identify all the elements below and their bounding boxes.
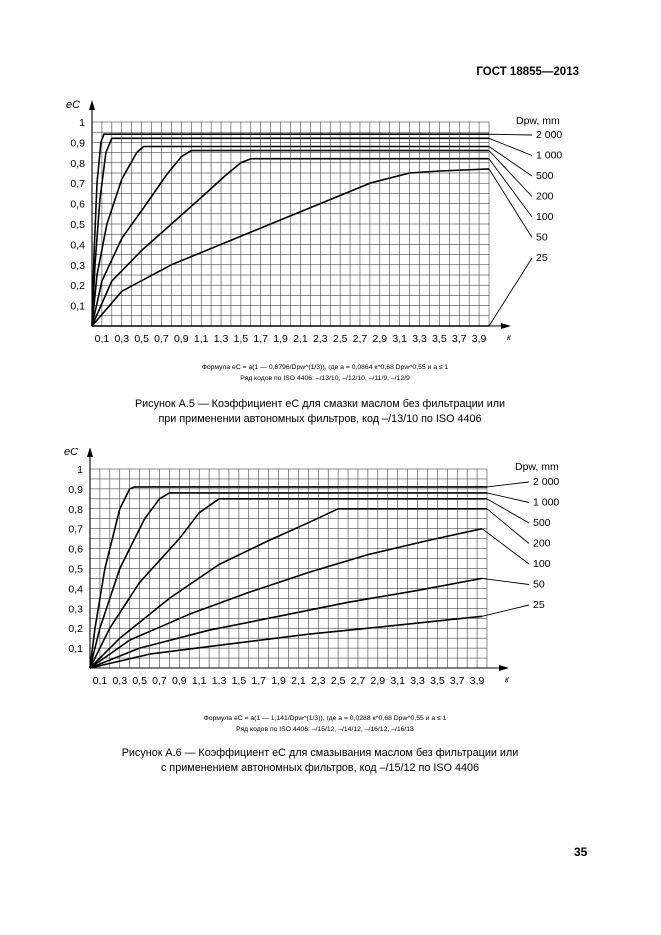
y-tick-label: 1 xyxy=(77,464,83,476)
figure-a5-caption-line-2: при применении автономных фильтров, код –/13/10 по ISO 4406 xyxy=(158,413,482,425)
y-tick-label: 0,7 xyxy=(68,523,83,536)
leader-line xyxy=(489,258,532,326)
y-tick-label: 0,1 xyxy=(70,300,85,313)
y-axis-arrow xyxy=(89,100,95,110)
x-tick-label: 3,9 xyxy=(471,333,487,345)
x-tick-label: 3,1 xyxy=(390,675,405,687)
leader-line xyxy=(487,493,529,503)
y-tick-label: 0,9 xyxy=(70,137,85,150)
figure-a5-formula xyxy=(90,362,560,384)
x-axis-label: к xyxy=(505,675,509,684)
leader-line xyxy=(487,509,529,544)
leader-line xyxy=(489,169,532,238)
legend-title: Dpw, mm xyxy=(515,461,559,473)
x-tick-label: 2,1 xyxy=(293,333,308,345)
series-label: 200 xyxy=(536,190,554,203)
x-tick-label: 1,7 xyxy=(251,675,267,687)
x-tick-label: 1,7 xyxy=(253,333,269,345)
legend-title: Dpw, mm xyxy=(516,115,560,127)
y-tick-label: 0,3 xyxy=(70,259,85,272)
y-axis-label: eC xyxy=(66,99,81,111)
x-tick-label: 0,9 xyxy=(174,333,189,345)
x-tick-label: 2,5 xyxy=(332,333,348,345)
leader-line xyxy=(487,499,529,523)
series-label: 500 xyxy=(533,517,551,529)
leader-line xyxy=(482,605,529,616)
y-tick-label: 0,5 xyxy=(70,219,85,231)
x-tick-label: 2,7 xyxy=(352,333,368,345)
y-tick-label: 0,2 xyxy=(70,280,85,293)
y-tick-label: 0,8 xyxy=(70,157,85,170)
x-tick-label: 1,9 xyxy=(271,675,286,687)
x-tick-label: 0,3 xyxy=(112,675,128,687)
y-tick-label: 0,8 xyxy=(68,503,83,516)
x-tick-label: 1,5 xyxy=(231,675,247,687)
figure-a6-caption-line-2: с применением автономных фильтров, код –/15/12 по ISO 4406 xyxy=(160,762,480,774)
y-tick-label: 0,6 xyxy=(68,543,83,556)
x-tick-label: 1,1 xyxy=(193,333,209,345)
series-label: 100 xyxy=(536,211,554,223)
x-axis-arrow xyxy=(501,323,511,329)
figure-a6-formula-line-2: Ряд кодов по ISO 4406: –/15/12, –/14/12, –/16/12, –/16/13 xyxy=(236,726,414,733)
y-tick-label: 0,3 xyxy=(68,603,83,616)
leader-line xyxy=(487,482,529,487)
page-number: 35 xyxy=(574,845,588,859)
x-tick-label: 2,3 xyxy=(310,675,326,687)
series-label: 200 xyxy=(533,537,551,550)
series-label: 50 xyxy=(536,231,548,244)
y-tick-label: 0,6 xyxy=(70,198,85,211)
x-tick-label: 2,3 xyxy=(312,333,328,345)
chart-figure-a5 xyxy=(0,88,661,358)
x-tick-label: 1,3 xyxy=(211,675,227,687)
figure-a6-formula xyxy=(90,713,560,735)
x-tick-label: 3,9 xyxy=(469,675,485,687)
document-header: ГОСТ 18855—2013 xyxy=(476,66,579,78)
series-label: 25 xyxy=(533,599,545,611)
x-tick-label: 3,7 xyxy=(451,333,467,345)
x-tick-label: 3,3 xyxy=(412,333,427,345)
x-tick-label: 0,1 xyxy=(94,333,110,345)
series-label: 500 xyxy=(536,170,554,182)
series-label: 2 000 xyxy=(533,476,560,488)
y-tick-label: 1 xyxy=(79,117,85,129)
leader-line xyxy=(489,146,532,176)
series-line xyxy=(90,616,482,668)
series-label: 1 000 xyxy=(536,149,563,162)
leader-line xyxy=(489,151,532,197)
y-tick-label: 0,7 xyxy=(70,178,85,191)
x-tick-label: 2,9 xyxy=(370,675,386,687)
y-axis-label: eC xyxy=(64,448,79,458)
figure-a5-caption-line-1: Рисунок А.5 — Коэффициент eC для смазки маслом без фильтрации или xyxy=(134,398,506,410)
x-tick-label: 0,5 xyxy=(134,333,149,345)
leader-line xyxy=(482,578,529,584)
leader-line xyxy=(482,529,529,564)
x-tick-label: 0,1 xyxy=(92,675,108,687)
y-tick-label: 0,1 xyxy=(68,643,83,656)
x-tick-label: 0,7 xyxy=(152,675,167,687)
x-tick-label: 3,1 xyxy=(392,333,407,345)
x-tick-label: 1,3 xyxy=(213,333,229,345)
x-tick-label: 1,5 xyxy=(233,333,249,345)
x-tick-label: 0,7 xyxy=(154,333,169,345)
figure-a6-formula-line-1: Формула eC = a(1 — 1,141/Dpw^(1/3)), где a = 0,0288 к^0,68 Dpw^0,55 и a ≤ 1 xyxy=(203,715,447,722)
figure-a5-caption xyxy=(90,397,550,427)
figure-a5-formula-line-1: Формула eC = a(1 — 0,6796/Dpw^(1/3)), где a = 0,0864 к^0,68 Dpw^0,55 и a ≤ 1 xyxy=(201,364,449,371)
leader-line xyxy=(489,138,532,155)
x-axis-label: к xyxy=(507,333,511,342)
x-tick-label: 1,1 xyxy=(191,675,207,687)
x-tick-label: 3,5 xyxy=(430,675,445,687)
x-axis-arrow xyxy=(499,665,509,671)
figure-a5-formula-line-2: Ряд кодов по ISO 4406: –/13/10, –/12/10, –/11/9, –/12/9 xyxy=(240,375,410,382)
y-axis-arrow xyxy=(87,448,93,457)
x-tick-label: 2,9 xyxy=(372,333,388,345)
figure-a6-caption-line-1: Рисунок А.6 — Коэффициент eC для смазывания маслом без фильтрации или xyxy=(121,747,519,759)
x-tick-label: 1,9 xyxy=(273,333,288,345)
y-tick-label: 0,4 xyxy=(68,583,83,596)
x-tick-label: 0,9 xyxy=(172,675,187,687)
x-tick-label: 2,5 xyxy=(330,675,346,687)
x-tick-label: 3,5 xyxy=(432,333,447,345)
series-label: 100 xyxy=(533,558,551,570)
y-tick-label: 0,4 xyxy=(70,239,85,252)
x-tick-label: 2,1 xyxy=(291,675,306,687)
x-tick-label: 0,5 xyxy=(132,675,147,687)
x-tick-label: 3,7 xyxy=(449,675,465,687)
leader-line xyxy=(489,159,532,217)
x-tick-label: 2,7 xyxy=(350,675,366,687)
y-tick-label: 0,2 xyxy=(68,623,83,636)
series-label: 25 xyxy=(536,252,548,264)
figure-a6-caption xyxy=(90,746,550,776)
leader-line xyxy=(489,134,532,135)
series-label: 1 000 xyxy=(533,496,560,509)
x-tick-label: 0,3 xyxy=(114,333,130,345)
series-label: 2 000 xyxy=(536,129,563,141)
y-tick-label: 0,5 xyxy=(68,563,83,576)
chart-figure-a6 xyxy=(0,448,661,710)
series-label: 50 xyxy=(533,578,545,591)
y-tick-label: 0,9 xyxy=(68,483,83,496)
x-tick-label: 3,3 xyxy=(410,675,425,687)
